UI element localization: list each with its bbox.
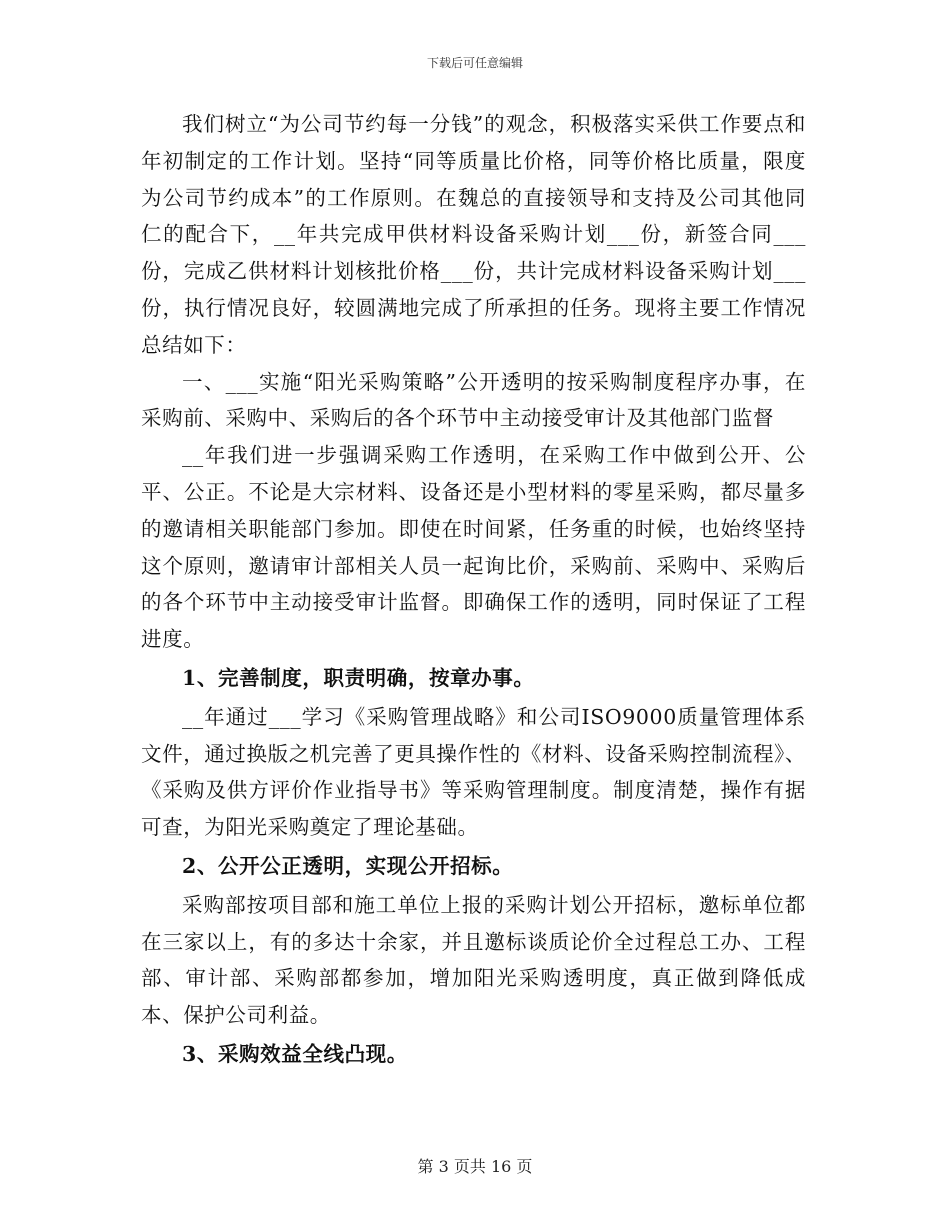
page-header: 下载后可任意编辑 [426, 56, 523, 70]
document-body [141, 106, 806, 1075]
paragraph-transparency: __年我们进一步强调采购工作透明，在采购工作中做到公开、公平、公正。不论是大宗材料、设备还是小型材料的零星采购，都尽量多的邀请相关职能部门参加。即使在时间紧，任务重的时候，也始终坚持这个原则，邀请审计部相关人员一起询比价，采购前、采购中、采购后的各个环节中主动接受审计监督。即确保工作的透明，同时保证了工程进度。 [141, 443, 806, 652]
page-footer: 第 3 页共 16 页 [417, 1157, 533, 1176]
subheading-1: 1、完善制度，职责明确，按章办事。 [182, 665, 535, 690]
paragraph-section-1-heading: 一、___实施“阳光采购策略”公开透明的按采购制度程序办事，在采购前、采购中、采购后的各个环节中主动接受审计及其他部门监督 [141, 369, 806, 431]
paragraph-intro: 我们树立“为公司节约每一分钱”的观念，积极落实采供工作要点和年初制定的工作计划。坚持“同等质量比价格，同等价格比质量，限度为公司节约成本”的工作原则。在魏总的直接领导和支持及公司其他同仁的配合下，__年共完成甲供材料设备采购计划___份，新签合同___份，完成乙供材料计划核批价格___份，共计完成材料设备采购计划___份，执行情况良好，较圆满地完成了所承担的任务。现将主要工作情况总结如下： [141, 112, 806, 357]
paragraph-tendering: 采购部按项目部和施工单位上报的采购计划公开招标，邀标单位都在三家以上，有的多达十余家，并且邀标谈质论价全过程总工办、工程部、审计部、采购部都参加，增加阳光采购透明度，真正做到降低成本、保护公司利益。 [141, 892, 806, 1028]
subheading-3: 3、采购效益全线凸现。 [182, 1041, 408, 1066]
subheading-2: 2、公开公正透明，实现公开招标。 [182, 853, 514, 878]
paragraph-system: __年通过___学习《采购管理战略》和公司ISO9000质量管理体系文件，通过换版之机完善了更具操作性的《材料、设备采购控制流程》、《采购及供方评价作业指导书》等采购管理制度。制度清楚，操作有据可查，为阳光采购奠定了理论基础。 [141, 704, 806, 840]
